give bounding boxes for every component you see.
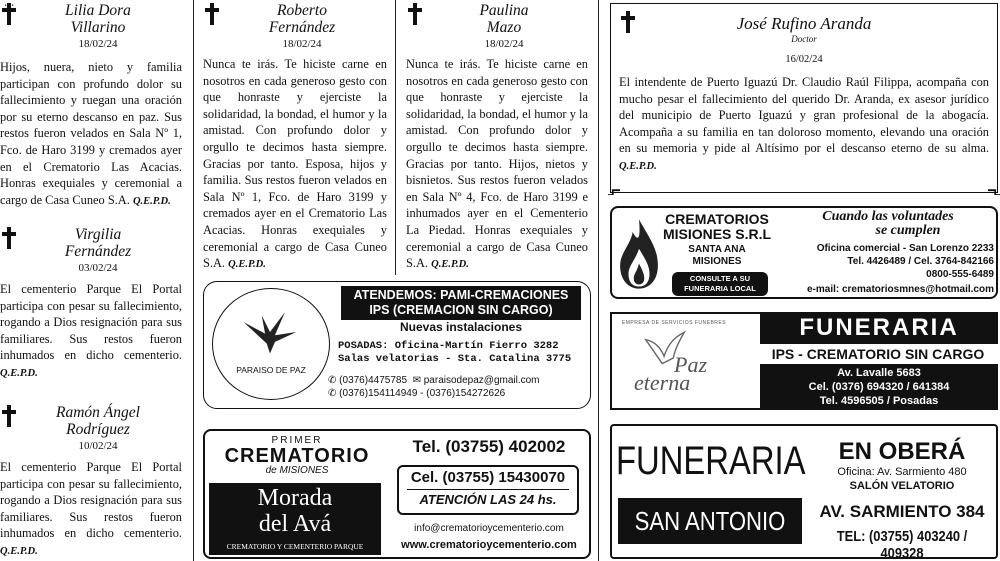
- morada-tel: Tel. (03755) 402002: [412, 437, 566, 456]
- crematorios-contacts: Oficina comercial - San Lorenzo 2233 Tel. 4426489 / Cel. 3764-842166 0800-555-6489: [816, 243, 994, 280]
- ad-morada-del-ava: [203, 429, 591, 559]
- paz-eterna-arc-text: EMPRESA DE SERVICIOS FUNEBRES: [621, 320, 727, 326]
- morada-brand-name: Morada del Avá: [257, 485, 333, 537]
- paz-eterna-heading: FUNERARIA: [799, 314, 959, 341]
- obituary-text: Nunca te irás. Te hiciste carne en nosotros en cada generoso gesto con que honraste y ejerciste la solidaridad, la bondad, el humor y la amistad. Con profundo dolor y orgullo te decimos hasta siempre. Gracias por tanto. Hijos, nietos y bisnietos. Sus restos fueron velados en Sala Nº 4, Fco. de Haro 3199 e inhumados ayer en el Cementerio La Piedad. Honras exequiales y ceremonial a cargo de Casa Cuneo S.A. Q.E.P.D.: [406, 57, 588, 271]
- san-antonio-heading: FUNERARIA: [616, 439, 806, 483]
- obituary-date: 18/02/24: [282, 38, 322, 50]
- obituary-date: 18/02/24: [78, 38, 118, 50]
- morada-cel: Cel. (03755) 15430070: [410, 469, 566, 486]
- san-antonio-city: EN OBERÁ: [838, 438, 966, 465]
- obituary-rodriguez: [0, 404, 182, 561]
- ad-paz-eterna: [610, 312, 998, 410]
- paraiso-subhead: Nuevas instalaciones: [399, 320, 523, 334]
- paraiso-logo-text: PARAISO DE PAZ: [236, 365, 306, 375]
- paraiso-contacts: ✆ (0376)4475785 ✉ paraisodepaz@gmail.com ✆ (0376)154114949 - (0376)154272626: [328, 375, 540, 399]
- crematorios-city: SANTA ANA MISIONES: [688, 244, 746, 267]
- deceased-name: Ramón Ángel Rodríguez: [56, 404, 140, 438]
- featured-name: José Rufino Aranda: [736, 14, 872, 33]
- obituary-villarino: [0, 2, 182, 210]
- deceased-name: Roberto Fernández: [268, 2, 336, 36]
- obituary-date: 10/02/24: [78, 440, 118, 452]
- san-antonio-office: Oficina: Av. Sarmiento 480: [837, 466, 967, 478]
- phone-icon: ✆: [328, 375, 337, 386]
- morada-cel-box: [397, 465, 579, 515]
- paz-eterna-subheading: IPS - CREMATORIO SIN CARGO: [756, 344, 1000, 364]
- corner-ornament-icon: [608, 183, 620, 195]
- obituary-text: El cementerio Parque El Portal participa con pesar su fallecimiento, rogando a Dios resignación para sus familiares. Sus restos fueron inhumados en dicho cementerio. Q.E.P.D.: [0, 460, 182, 557]
- deceased-name: Lilia Dora Villarino: [65, 2, 131, 36]
- morada-atencion: ATENCIÓN LAS 24 hs.: [407, 489, 569, 507]
- obituary-text: El cementerio Parque El Portal participa con pesar su fallecimiento, rogando a Dios resignación para sus familiares. Sus restos fueron inhumados en dicho cementerio. Q.E.P.D.: [0, 282, 182, 379]
- cross-icon: [0, 2, 18, 26]
- dove-icon: [237, 307, 303, 357]
- crematorios-badge: CONSULTE A SU FUNERARIA LOCAL: [672, 272, 768, 296]
- column-divider-1: [193, 0, 194, 561]
- morada-brand-sub: CREMATORIO Y CEMENTERIO PARQUE: [226, 542, 364, 551]
- featured-date: 16/02/24: [785, 54, 823, 65]
- cross-icon: [0, 404, 18, 428]
- paraiso-logo: [212, 288, 330, 400]
- column-divider-3: [598, 0, 599, 561]
- obituary-fernandez-virgilia: [0, 226, 182, 383]
- morada-primer: PRIMER: [271, 435, 323, 446]
- morada-web: www.crematorioycementerio.com: [401, 539, 577, 551]
- san-antonio-address: AV. SARMIENTO 384: [819, 502, 985, 521]
- deceased-name: Paulina Mazo: [479, 2, 529, 36]
- obituary-mazo: [406, 2, 588, 274]
- obituary-date: 03/02/24: [78, 262, 118, 274]
- cross-icon: [203, 2, 221, 26]
- crematorios-slogan: Cuando las voluntades se cumplen: [822, 209, 954, 238]
- paraiso-headline: ATENDEMOS: PAMI-CREMACIONES IPS (CREMACION SIN CARGO): [341, 286, 581, 320]
- cross-icon: [406, 2, 424, 26]
- obituary-date: 18/02/24: [484, 38, 524, 50]
- featured-title: Doctor: [791, 34, 817, 44]
- featured-obituary-box: [610, 3, 998, 193]
- san-antonio-tel: TEL: (03755) 403240 / 409328: [836, 528, 968, 561]
- morada-brand-box: [209, 483, 381, 555]
- san-antonio-salon: SALÓN VELATORIO: [849, 480, 955, 492]
- featured-text: El intendente de Puerto Iguazú Dr. Claudio Raúl Filippa, acompaña con mucho pesar el fallecimiento del querido Dr. Aranda, ex asesor jurídico del municipio de Puerto Iguazú y gran profesional de la abogacía. Acompaña a su familia en tan doloroso momento, elevando una oración en su memoria y pide al Altísimo por el descanso eterno de su alma. Q.E.P.D.: [619, 75, 989, 172]
- column-divider-2: [395, 0, 396, 275]
- paraiso-address: POSADAS: Oficina-Martín Fierro 3282 Salas velatorias - Sta. Catalina 3775: [338, 340, 572, 365]
- crematorios-email: e-mail: crematoriosmnes@hotmail.com: [806, 284, 994, 295]
- paz-eterna-contacts: Av. Lavalle 5683 Cel. (0376) 694320 / 641384 Tel. 4596505 / Posadas: [808, 367, 950, 407]
- paz-eterna-logo: Paz eterna: [634, 352, 707, 395]
- obituary-text: Nunca te irás. Te hiciste carne en nosotros en cada generoso gesto con que honraste y ejerciste la solidaridad, la bondad, el humor y la amistad. Con profundo dolor y orgullo te decimos hasta siempre. Gracias por tanto. Esposa, hijos y familia. Sus restos fueron velados en Sala Nº 1, Fco. de Haro 3199 y cremados ayer en el Crematorio Las Acacias. Honras exequiales y ceremonial a cargo de Casa Cuneo S.A. Q.E.P.D.: [203, 57, 387, 271]
- ad-crematorios-misiones: [610, 206, 998, 299]
- morada-de-misiones: de MISIONES: [265, 465, 329, 476]
- email-icon: ✉: [412, 375, 421, 386]
- san-antonio-brand-box: [618, 498, 802, 544]
- whatsapp-icon: ✆: [328, 388, 337, 399]
- san-antonio-brand: SAN ANTONIO: [634, 506, 786, 536]
- morada-email: info@crematorioycementerio.com: [414, 523, 564, 534]
- morada-crematorio: CREMATORIO: [224, 445, 370, 467]
- cross-icon: [0, 226, 18, 250]
- crematorios-name: CREMATORIOS MISIONES S.R.L: [662, 211, 772, 242]
- obituary-fernandez-roberto: [203, 2, 387, 274]
- obituary-text: Hijos, nuera, nieto y familia participan con profundo dolor su fallecimiento y ruegan una oración por su eterno descanso en paz. Sus restos fueron velados en Sala Nº 1, Fco. de Haro 3199 y cremados ayer en el Crematorio Las Acacias. Honras exequiales y ceremonial a cargo de Casa Cuneo S.A. Q.E.P.D.: [0, 60, 182, 207]
- ad-san-antonio: [610, 424, 998, 559]
- deceased-name: Virgilia Fernández: [64, 226, 132, 260]
- corner-ornament-icon: [988, 183, 1000, 195]
- ad-paraiso-de-paz: [203, 281, 591, 409]
